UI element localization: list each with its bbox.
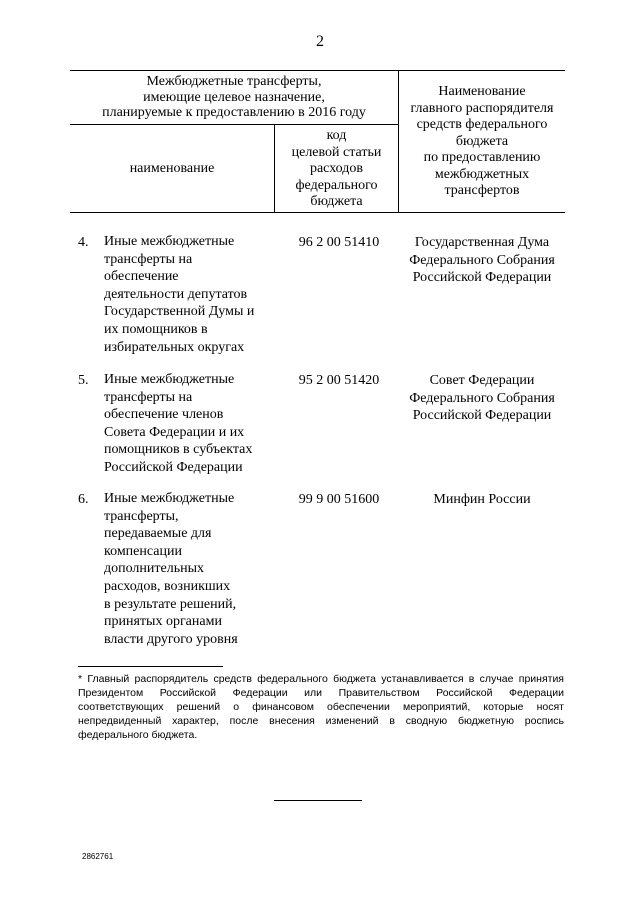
row-number: 6. (78, 492, 89, 507)
table-header-bottom-border (70, 212, 565, 213)
header-col-code: код целевой статьи расходов федерального бюджета (291, 128, 382, 209)
row-name: Иные межбюджетные трансферты на обеспечение деятельности депутатов Государственной Думы и их помощников в избирательных округах (104, 234, 255, 355)
page-number: 2 (316, 33, 324, 50)
row-number: 4. (78, 235, 89, 250)
row-admin: Минфин России (433, 492, 531, 507)
header-col-name: наименование (129, 161, 215, 176)
footnote: * Главный распорядитель средств федерального бюджета устанавливается в случае принятия Президентом Российской Федерации или Правительством Российской Федерации соответствующих решений о финансовом обеспечении мероприятий, которые носят непредвиденный характер, после внесения изменений в сводную бюджетную роспись федерального бюджета. (78, 673, 564, 741)
end-of-document-line (274, 800, 362, 801)
footnote-separator (78, 666, 223, 667)
row-code: 99 9 00 51600 (298, 492, 380, 507)
row-admin: Государственная Дума Федерального Собрания Российской Федерации (409, 235, 555, 286)
table-top-border (70, 70, 565, 71)
header-col-admin: Наименование главного распорядителя средств федерального бюджета по предоставлению межбюджетных трансфертов (410, 84, 554, 198)
row-admin: Совет Федерации Федерального Собрания Российской Федерации (409, 373, 555, 424)
document-id: 2862761 (82, 852, 114, 861)
row-name: Иные межбюджетные трансферты, передаваемые для компенсации дополнительных расходов, возникших в результате решений, принятых органами власти другого уровня (104, 491, 238, 647)
row-code: 96 2 00 51410 (298, 235, 380, 250)
header-group-title: Межбюджетные трансферты, имеющие целевое назначение, планируемые к предоставлению в 2016 году (102, 74, 366, 120)
row-code: 95 2 00 51420 (298, 373, 380, 388)
header-group-divider (70, 124, 398, 125)
row-name: Иные межбюджетные трансферты на обеспечение членов Совета Федерации и их помощников в субъектах Российской Федерации (104, 372, 253, 475)
row-number: 5. (78, 373, 89, 388)
